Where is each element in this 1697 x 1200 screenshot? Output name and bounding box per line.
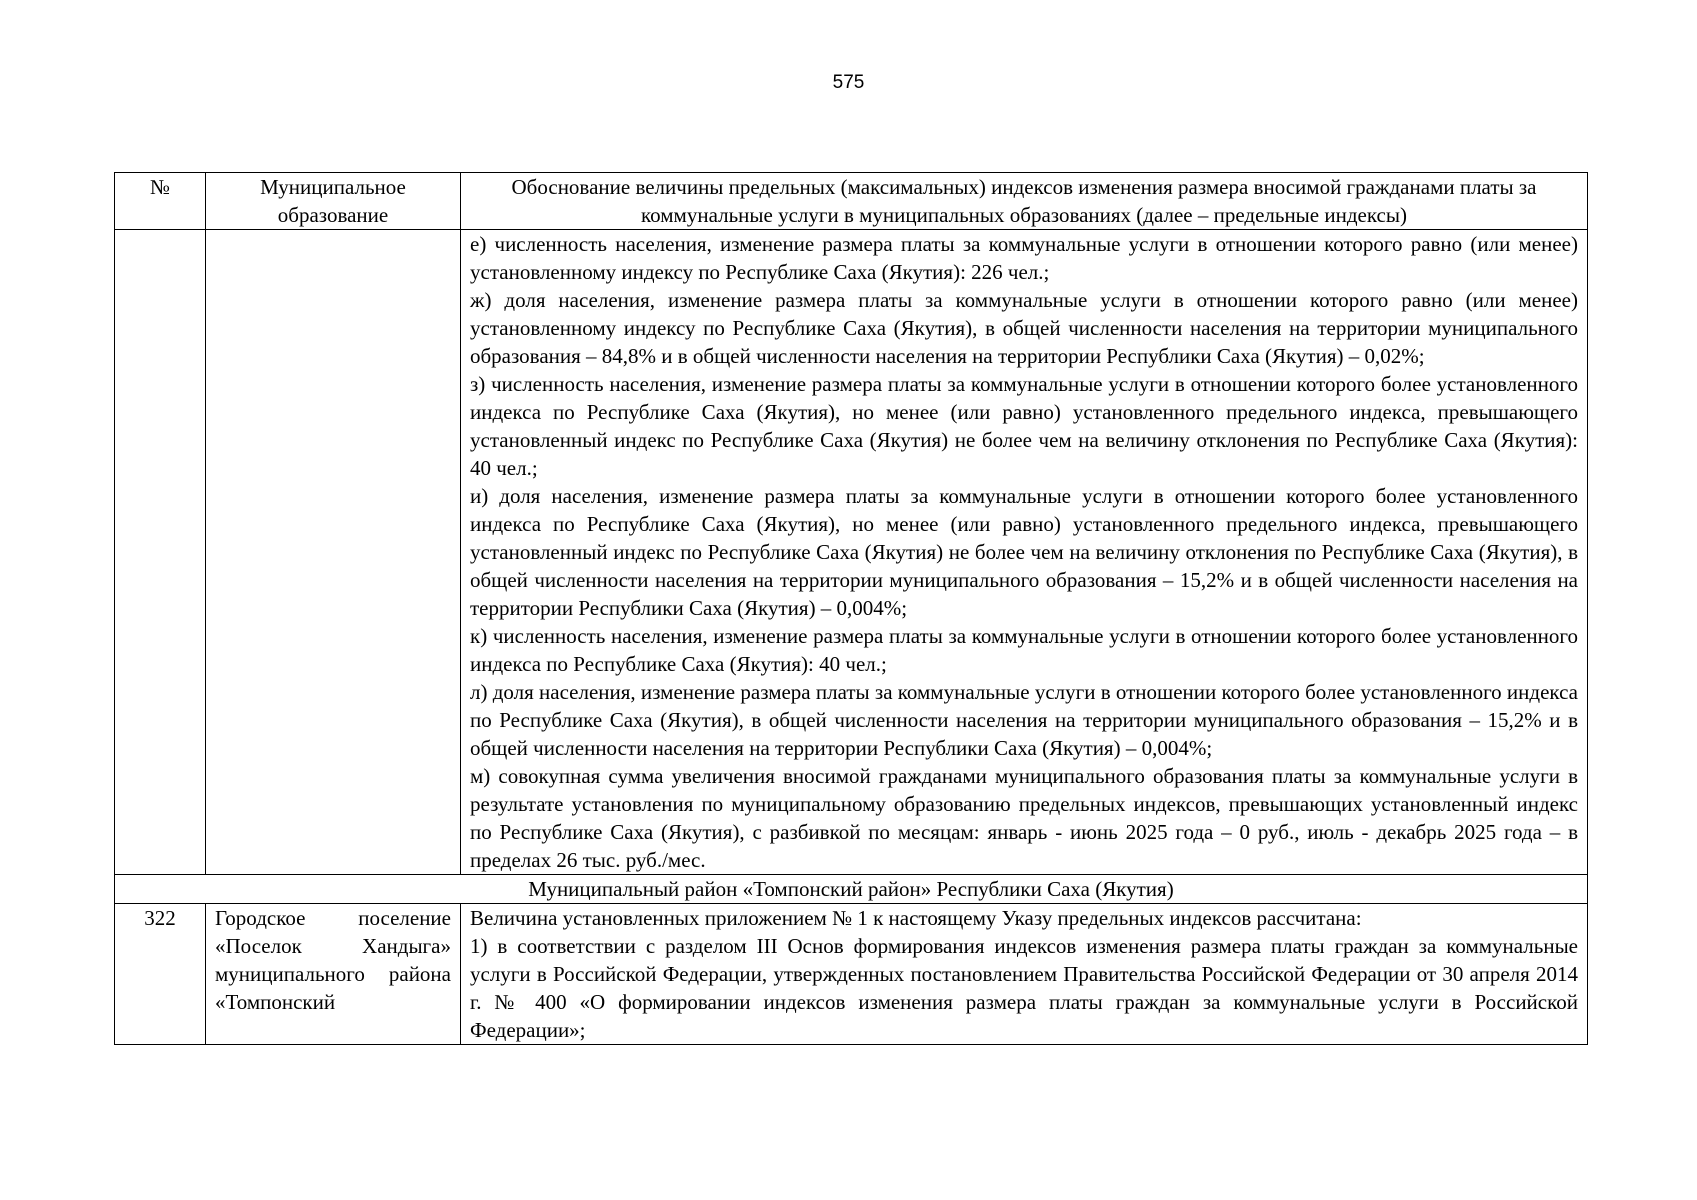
continued-number-cell [115, 230, 206, 875]
row-municipality-cell [206, 904, 461, 1045]
table-row-322 [115, 904, 1588, 1045]
section-row [115, 875, 1588, 904]
table-row-continued [115, 230, 1588, 875]
table-header-row [115, 173, 1588, 230]
header-number: № [115, 173, 206, 230]
page-number: 575 [832, 72, 865, 93]
paragraph-zh: ж) доля населения, изменение размера платы за коммунальные услуги в отношении которого равно (или менее) установленному индексу по Республике Саха (Якутия), в общей численности населения на территории муниципального образования – 84,8% и в общей численности населения на территории Республики Саха (Якутия) – 0,02%; [470, 288, 1578, 368]
paragraph-e: е) численность населения, изменение размера платы за коммунальные услуги в отношении которого равно (или менее) установленному индексу по Республике Саха (Якутия): 226 чел.; [470, 232, 1578, 284]
paragraph-intro: Величина установленных приложением № 1 к настоящему Указу предельных индексов рассчитана: [470, 906, 1362, 930]
continued-municipality-cell [206, 230, 461, 875]
paragraph-l: л) доля населения, изменение размера платы за коммунальные услуги в отношении которого более установленного индекса по Республике Саха (Якутия), в общей численности населения на территории муниципального образования – 15,2% и в общей численности населения на территории Республики Саха (Якутия) – 0,004%; [470, 680, 1578, 760]
paragraph-z: з) численность населения, изменение размера платы за коммунальные услуги в отношении которого более установленного индекса по Республике Саха (Якутия), но менее (или равно) установленного предельного индекса, превышающего установленный индекс по Республике Саха (Якутия) не более чем на величину отклонения по Республике Саха (Якутия): 40 чел.; [470, 372, 1578, 480]
indices-table [114, 172, 1588, 1045]
continued-justification-cell [461, 230, 1588, 875]
header-municipality: Муниципальное образование [206, 173, 461, 230]
section-title: Муниципальный район «Томпонский район» Республики Саха (Якутия) [115, 875, 1588, 904]
paragraph-i: и) доля населения, изменение размера платы за коммунальные услуги в отношении которого более установленного индекса по Республике Саха (Якутия), но менее (или равно) установленного предельного индекса, превышающего установленный индекс по Республике Саха (Якутия) не более чем на величину отклонения по Республике Саха (Якутия), в общей численности населения на территории муниципального образования – 15,2% и в общей численности населения на территории Республики Саха (Якутия) – 0,004%; [470, 484, 1578, 620]
paragraph-m: м) совокупная сумма увеличения вносимой гражданами муниципального образования платы за коммунальные услуги в результате установления по муниципальному образованию предельных индексов, превышающих установленный индекс по Республике Саха (Якутия), с разбивкой по месяцам: январь - июнь 2025 года – 0 руб., июль - декабрь 2025 года – в пределах 26 тыс. руб./мес. [470, 764, 1578, 872]
row-municipality: Городское поселение «Поселок Хандыга» муниципального района «Томпонский [215, 906, 451, 1014]
row-number: 322 [115, 904, 206, 1045]
row-justification-cell [461, 904, 1588, 1045]
paragraph-k: к) численность населения, изменение размера платы за коммунальные услуги в отношении которого более установленного индекса по Республике Саха (Якутия): 40 чел.; [470, 624, 1578, 676]
header-justification: Обоснование величины предельных (максимальных) индексов изменения размера вносимой гражданами платы за коммунальные услуги в муниципальных образованиях (далее – предельные индексы) [461, 173, 1588, 230]
paragraph-1: 1) в соответствии с разделом III Основ формирования индексов изменения размера платы граждан за коммунальные услуги в Российской Федерации, утвержденных постановлением Правительства Российской Федерации от 30 апреля 2014 г. № 400 «О формировании индексов изменения размера платы граждан за коммунальные услуги в Российской Федерации»; [470, 934, 1578, 1042]
